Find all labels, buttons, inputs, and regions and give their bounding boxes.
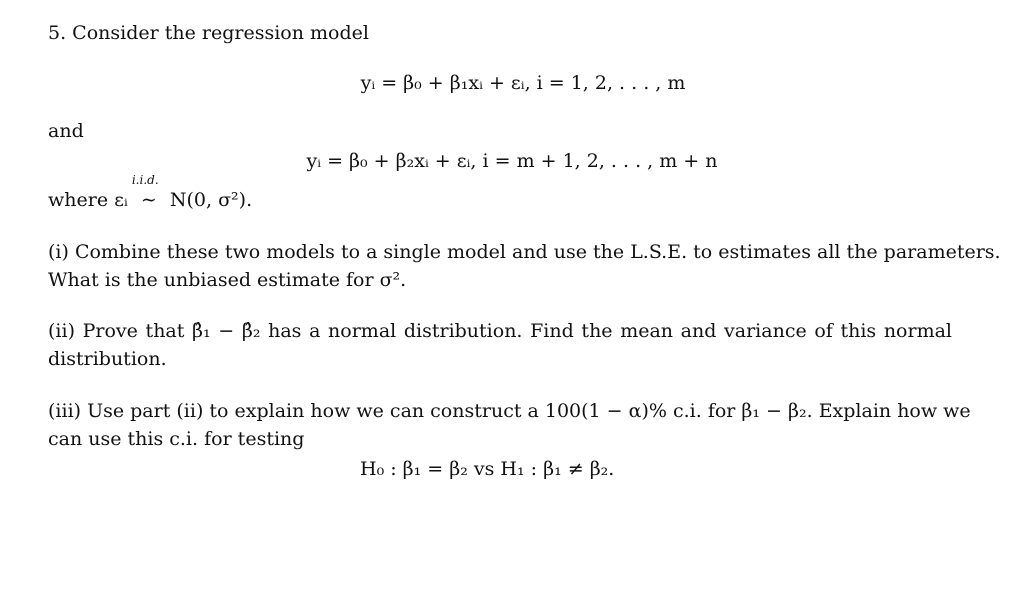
error-distribution: N(0, σ²). <box>169 189 253 211</box>
equation-model-1: yᵢ = β₀ + β₁xᵢ + εᵢ, i = 1, 2, . . . , m <box>360 72 686 94</box>
equation-model-2: yᵢ = β₀ + β₂xᵢ + εᵢ, i = m + 1, 2, . . . , m + n <box>306 150 718 172</box>
iid-label: i.i.d. <box>131 173 159 187</box>
and-text: and <box>48 120 84 142</box>
where-line <box>48 173 253 213</box>
part-iii-line-2: can use this c.i. for testing <box>48 428 305 450</box>
problem-heading: 5. Consider the regression model <box>48 22 369 44</box>
part-iii-line-1: (iii) Use part (ii) to explain how we can construct a 100(1 − α)% c.i. for β₁ − β₂. Explain how we <box>48 400 971 422</box>
part-ii-line-1: (ii) Prove that β̂₁ − β̂₂ has a normal distribution. Find the mean and variance of this normal <box>48 320 952 342</box>
tilde-symbol: ∼ <box>140 189 157 211</box>
where-prefix: where εᵢ <box>48 189 128 211</box>
part-ii-line-2: distribution. <box>48 348 167 370</box>
iid-symbol <box>131 173 164 213</box>
hypothesis-statement: H₀ : β₁ = β₂ vs H₁ : β₁ ≠ β₂. <box>360 458 615 480</box>
part-i-line-2: What is the unbiased estimate for σ². <box>48 269 407 291</box>
part-i-line-1: (i) Combine these two models to a single model and use the L.S.E. to estimates all the parameters. <box>48 241 1001 263</box>
